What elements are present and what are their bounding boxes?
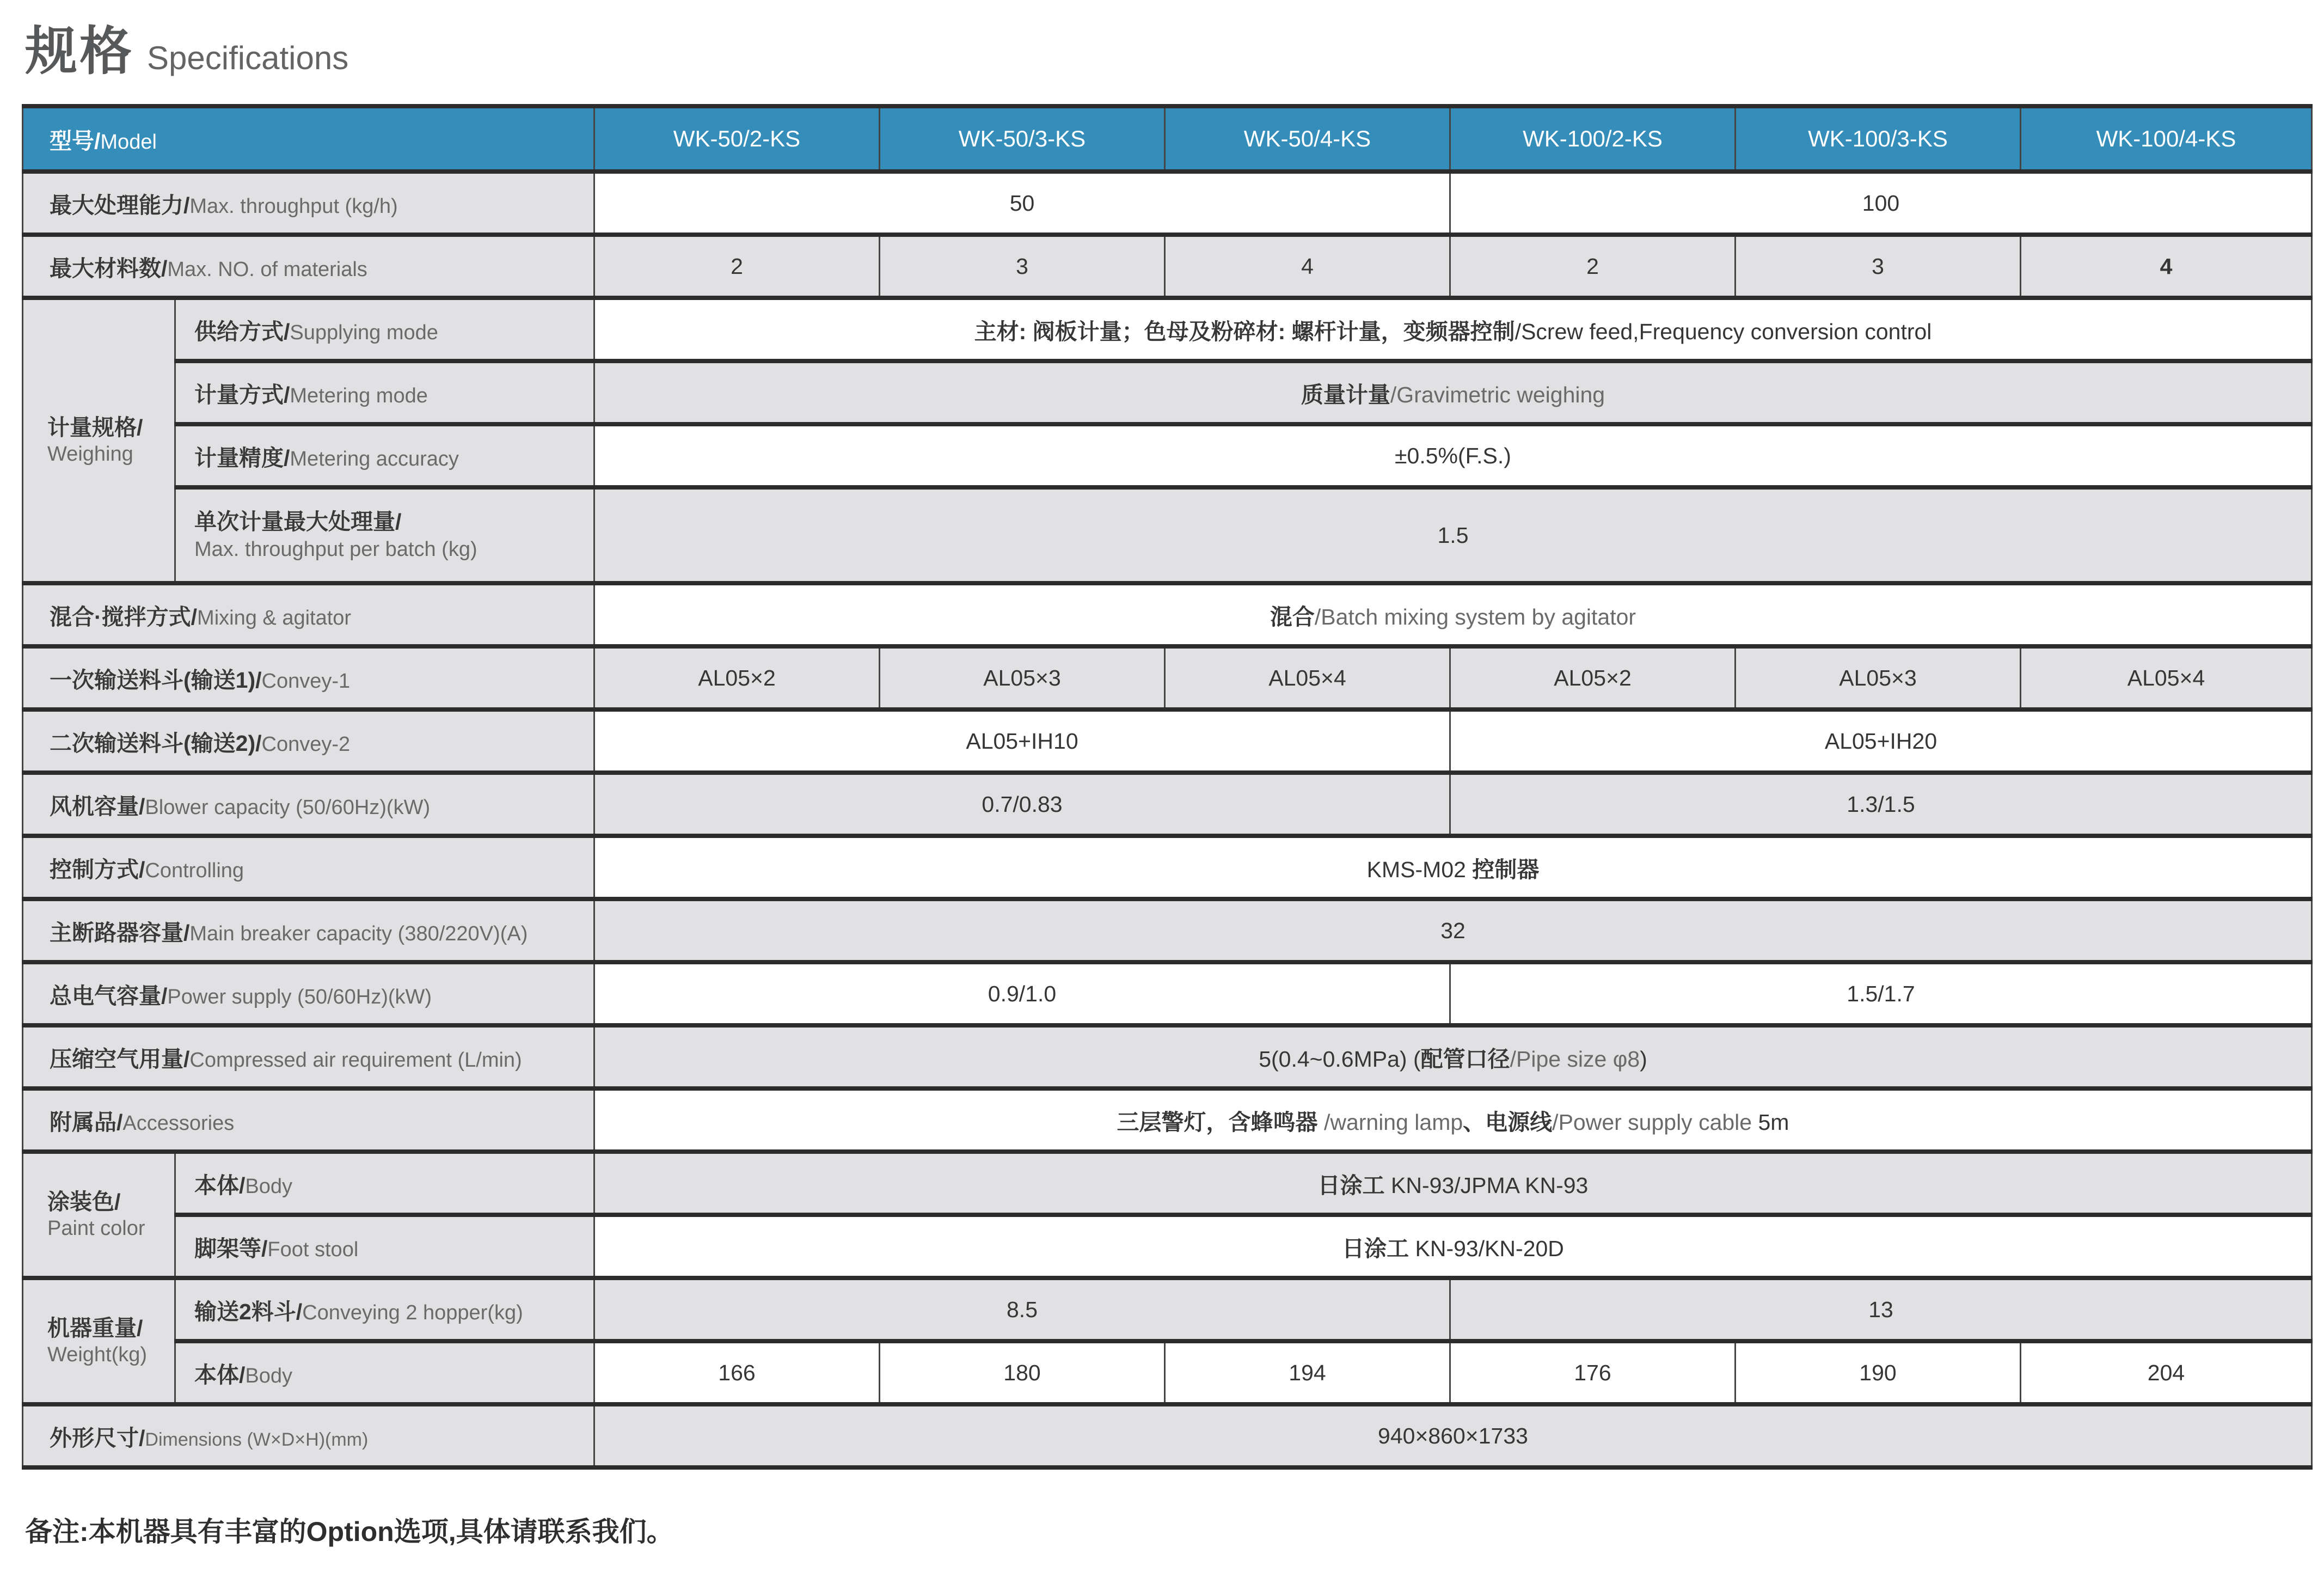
row-accuracy-label: 计量精度/Metering accuracy <box>175 424 594 487</box>
row-convey2-value-100: AL05+IH20 <box>1450 709 2312 773</box>
row-convey1-value-5: AL05×4 <box>2021 646 2312 709</box>
row-controlling-value: KMS-M02 控制器 <box>594 836 2312 899</box>
row-convey1-value-2: AL05×4 <box>1165 646 1450 709</box>
page-title-zh: 规格 <box>25 22 134 81</box>
row-breaker-value: 32 <box>594 899 2312 962</box>
row-accuracy-value: ±0.5%(F.S.) <box>594 424 2312 487</box>
row-paint-body <box>23 1152 2312 1215</box>
header-model-1: WK-50/3-KS <box>880 106 1165 172</box>
row-weight-body-value-5: 204 <box>2021 1341 2312 1404</box>
row-controlling-label: 控制方式/Controlling <box>23 836 594 899</box>
row-throughput-value-50: 50 <box>594 172 1450 235</box>
row-compressed-label: 压缩空气用量/Compressed air requirement (L/min) <box>23 1025 594 1088</box>
page-title <box>25 10 2324 84</box>
row-batch <box>23 487 2312 583</box>
row-paint-foot-value: 日涂工 KN-93/KN-20D <box>594 1215 2312 1278</box>
row-convey1-value-4: AL05×3 <box>1736 646 2021 709</box>
row-mixing-label: 混合·搅拌方式/Mixing & agitator <box>23 583 594 646</box>
row-materials-value-5: 4 <box>2021 235 2312 298</box>
row-convey2-value-50: AL05+IH10 <box>594 709 1450 773</box>
row-controlling <box>23 836 2312 899</box>
row-power-label: 总电气容量/Power supply (50/60Hz)(kW) <box>23 962 594 1025</box>
row-materials-label: 最大材料数/Max. NO. of materials <box>23 235 594 298</box>
row-mixing <box>23 583 2312 646</box>
row-supplying-value: 主材: 阀板计量；色母及粉碎材: 螺杆计量，变频器控制/Screw feed,Frequency conversion control <box>594 298 2312 361</box>
row-weight-body-value-0: 166 <box>594 1341 880 1404</box>
row-metering-mode <box>23 361 2312 424</box>
footer-note: 备注:本机器具有丰富的Option选项,具体请联系我们。 <box>25 1516 674 1547</box>
row-convey1 <box>23 646 2312 709</box>
row-throughput-label: 最大处理能力/Max. throughput (kg/h) <box>23 172 594 235</box>
header-model-5: WK-100/4-KS <box>2021 106 2312 172</box>
row-power-value-100: 1.5/1.7 <box>1450 962 2312 1025</box>
row-power-value-50: 0.9/1.0 <box>594 962 1450 1025</box>
row-weight-body-value-3: 176 <box>1450 1341 1736 1404</box>
row-materials-value-0: 2 <box>594 235 880 298</box>
row-materials <box>23 235 2312 298</box>
row-materials-value-4: 3 <box>1736 235 2021 298</box>
row-convey1-label: 一次输送料斗(输送1)/Convey-1 <box>23 646 594 709</box>
row-supplying-label: 供给方式/Supplying mode <box>175 298 594 361</box>
row-materials-value-2: 4 <box>1165 235 1450 298</box>
row-dimensions-value: 940×860×1733 <box>594 1404 2312 1467</box>
row-paint-foot <box>23 1215 2312 1278</box>
row-throughput-value-100: 100 <box>1450 172 2312 235</box>
header-model-4: WK-100/3-KS <box>1736 106 2021 172</box>
row-compressed-value: 5(0.4~0.6MPa) (配管口径/Pipe size φ8) <box>594 1025 2312 1088</box>
row-blower-value-100: 1.3/1.5 <box>1450 773 2312 836</box>
row-accessories-label: 附属品/Accessories <box>23 1088 594 1152</box>
row-dimensions-label: 外形尺寸/Dimensions (W×D×H)(mm) <box>23 1404 594 1467</box>
row-weight-body-value-4: 190 <box>1736 1341 2021 1404</box>
group-label-paint-color: 涂装色/ Paint color <box>23 1152 175 1278</box>
header-model-3: WK-100/2-KS <box>1450 106 1736 172</box>
row-convey1-value-0: AL05×2 <box>594 646 880 709</box>
row-convey2 <box>23 709 2312 773</box>
header-model-2: WK-50/4-KS <box>1165 106 1450 172</box>
row-dimensions <box>23 1404 2312 1467</box>
row-metering-mode-value: 质量计量/Gravimetric weighing <box>594 361 2312 424</box>
row-materials-value-1: 3 <box>880 235 1165 298</box>
row-metering-mode-label: 计量方式/Metering mode <box>175 361 594 424</box>
row-accessories <box>23 1088 2312 1152</box>
row-blower-label: 风机容量/Blower capacity (50/60Hz)(kW) <box>23 773 594 836</box>
row-accessories-value: 三层警灯，含蜂鸣器 /warning lamp、电源线/Power supply cable 5m <box>594 1088 2312 1152</box>
row-convey2-label: 二次输送料斗(输送2)/Convey-2 <box>23 709 594 773</box>
group-label-weight: 机器重量/ Weight(kg) <box>23 1278 175 1404</box>
row-convey1-value-3: AL05×2 <box>1450 646 1736 709</box>
row-power <box>23 962 2312 1025</box>
page-title-en: Specifications <box>147 40 349 76</box>
row-paint-body-label: 本体/Body <box>175 1152 594 1215</box>
table-header-row <box>23 106 2312 172</box>
row-batch-value: 1.5 <box>594 487 2312 583</box>
row-weight-hopper <box>23 1278 2312 1341</box>
row-mixing-value: 混合/Batch mixing system by agitator <box>594 583 2312 646</box>
row-materials-value-3: 2 <box>1450 235 1736 298</box>
row-weight-hopper-label: 输送2料斗/Conveying 2 hopper(kg) <box>175 1278 594 1341</box>
row-supplying <box>23 298 2312 361</box>
row-weight-hopper-value-50: 8.5 <box>594 1278 1450 1341</box>
row-blower-value-50: 0.7/0.83 <box>594 773 1450 836</box>
row-throughput <box>23 172 2312 235</box>
row-breaker-label: 主断路器容量/Main breaker capacity (380/220V)(A) <box>23 899 594 962</box>
header-model-label-en: Model <box>100 130 157 154</box>
row-weight-body-value-1: 180 <box>880 1341 1165 1404</box>
header-model-0: WK-50/2-KS <box>594 106 880 172</box>
row-breaker <box>23 899 2312 962</box>
row-blower <box>23 773 2312 836</box>
row-weight-body <box>23 1341 2312 1404</box>
row-weight-body-value-2: 194 <box>1165 1341 1450 1404</box>
row-paint-foot-label: 脚架等/Foot stool <box>175 1215 594 1278</box>
group-label-weighing: 计量规格/ Weighing <box>23 298 175 583</box>
header-model-label <box>23 106 594 172</box>
row-accuracy <box>23 424 2312 487</box>
row-paint-body-value: 日涂工 KN-93/JPMA KN-93 <box>594 1152 2312 1215</box>
row-batch-label: 单次计量最大处理量/ Max. throughput per batch (kg) <box>175 487 594 583</box>
row-compressed <box>23 1025 2312 1088</box>
header-model-label-zh: 型号/ <box>50 128 101 154</box>
row-convey1-value-1: AL05×3 <box>880 646 1165 709</box>
row-weight-body-label: 本体/Body <box>175 1341 594 1404</box>
specifications-table <box>22 104 2313 1470</box>
row-weight-hopper-value-100: 13 <box>1450 1278 2312 1341</box>
